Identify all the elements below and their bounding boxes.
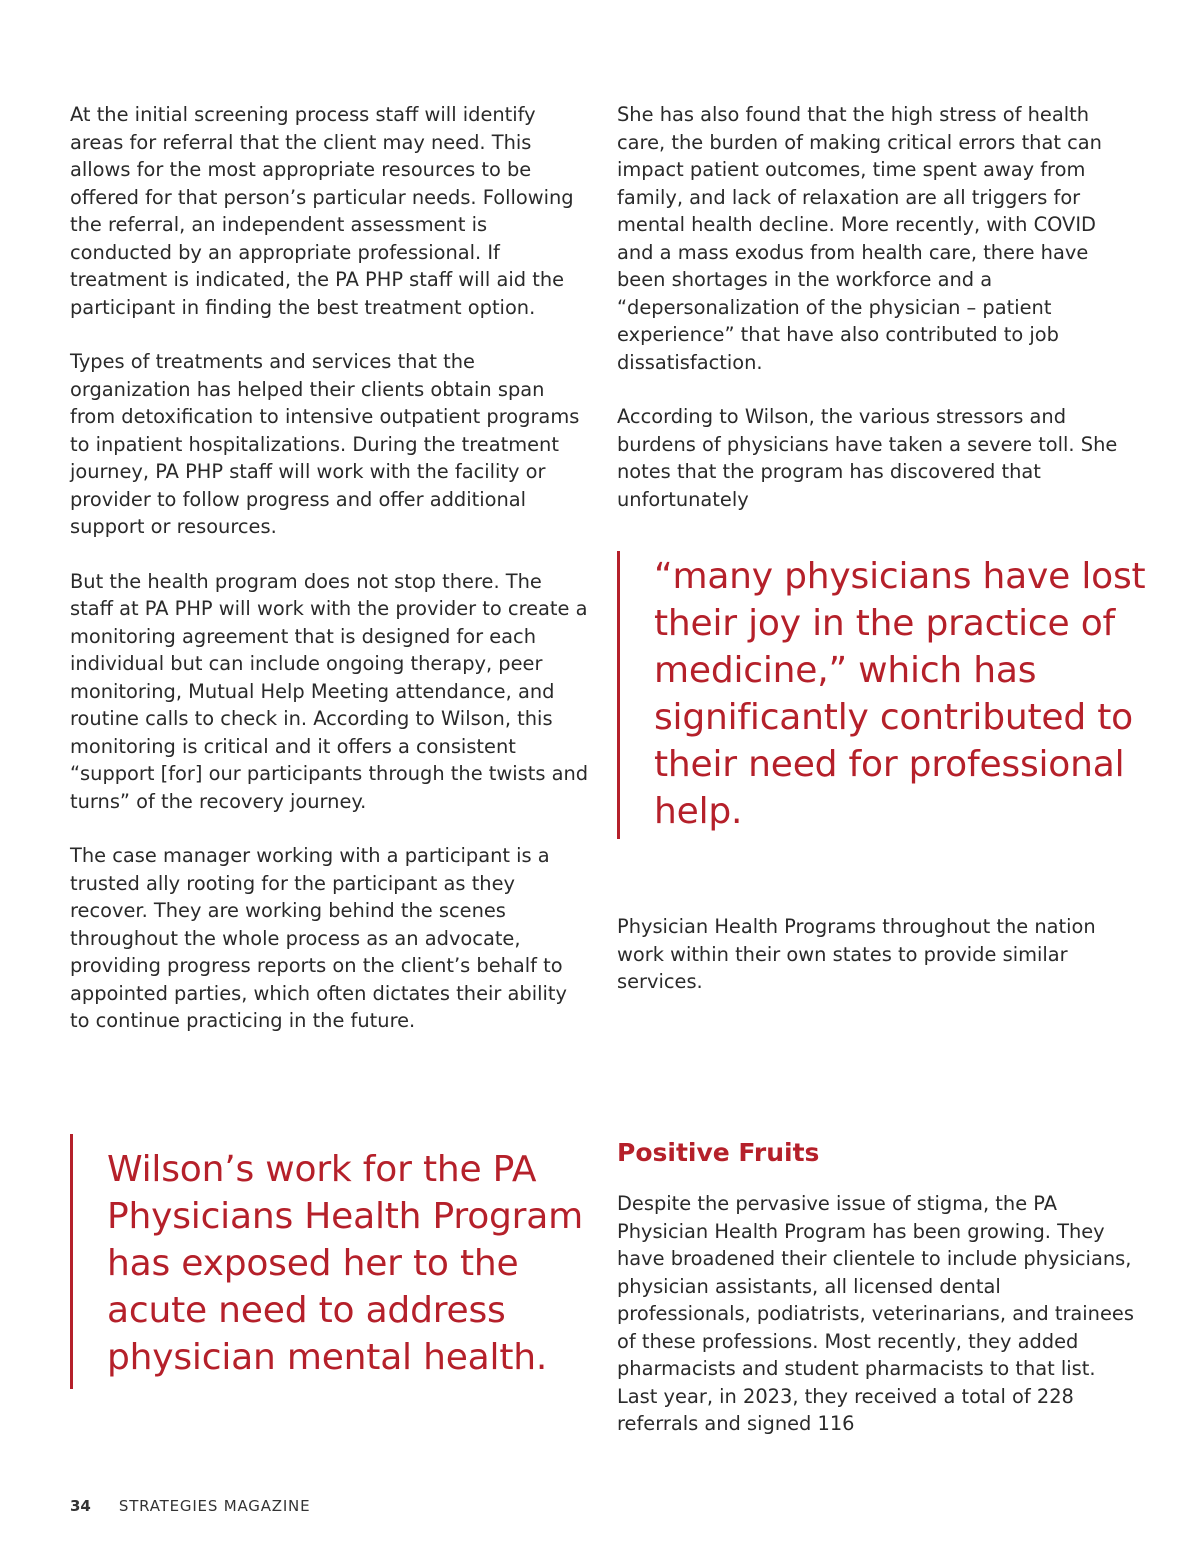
right-pull-quote: “many physicians have lost their joy in the practice of medicine,” which has significantly contributed to their need for professional help. xyxy=(617,551,1154,839)
left-paragraph-2: Types of treatments and services that the organization has helped their clients obtain span from detoxification to intensive outpatient programs to inpatient hospitalizations. During the treatment journey, PA PHP staff will work with the facility or provider to follow progress and offer additional support or resources. xyxy=(70,350,580,538)
left-paragraph-3: But the health program does not stop there. The staff at PA PHP will work with the provider to create a monitoring agreement that is designed for each individual but can include ongoing therapy, peer monitoring, Mutual Help Meeting attendance, and routine calls to check in. According to Wilson, this monitoring is critical and it offers a consistent “support [for] our participants through the twists and turns” of the recovery journey. xyxy=(70,569,589,813)
positive-fruits-section xyxy=(617,1136,1137,1438)
publication-name: STRATEGIES MAGAZINE xyxy=(118,1497,311,1515)
right-column-continued xyxy=(617,913,1137,996)
left-paragraph-1: At the initial screening process staff will identify areas for referral that the client may need. This allows for the most appropriate resources to be offered for that person’s particular needs. Following the referral, an independent assessment is conducted by an appropriate professional. If treatment is indicated, the PA PHP staff will aid the participant in finding the best treatment option. xyxy=(70,103,574,319)
left-pull-quote: Wilson’s work for the PA Physicians Health Program has exposed her to the acute need to address physician mental health. xyxy=(70,1134,597,1389)
section-heading: Positive Fruits xyxy=(617,1138,820,1167)
right-paragraph-2: According to Wilson, the various stressors and burdens of physicians have taken a severe toll. She notes that the program has discovered that unfortunately xyxy=(617,405,1118,511)
left-paragraph-4: The case manager working with a participant is a trusted ally rooting for the participant as they recover. They are working behind the scenes throughout the whole process as an advocate, providing progress reports on the client’s behalf to appointed parties, which often dictates their ability to continue practicing in the future. xyxy=(70,844,567,1032)
right-paragraph-1: She has also found that the high stress of health care, the burden of making critical errors that can impact patient outcomes, time spent away from family, and lack of relaxation are all triggers for mental health decline. More recently, with COVID and a mass exodus from health care, there have been shortages in the workforce and a “depersonalization of the physician – patient experience” that have also contributed to job dissatisfaction. xyxy=(617,103,1102,374)
right-column xyxy=(617,101,1137,513)
page-footer xyxy=(70,1497,310,1515)
right-paragraph-3: Physician Health Programs throughout the nation work within their own states to provide similar services. xyxy=(617,915,1096,993)
page-number: 34 xyxy=(70,1497,91,1515)
left-column xyxy=(70,101,590,1035)
right-paragraph-4: Despite the pervasive issue of stigma, the PA Physician Health Program has been growing. They have broadened their clientele to include physicians, physician assistants, all licensed dental professionals, podiatrists, veterinarians, and trainees of these professions. Most recently, they added pharmacists and student pharmacists to that list. Last year, in 2023, they received a total of 228 referrals and signed 116 xyxy=(617,1192,1134,1435)
